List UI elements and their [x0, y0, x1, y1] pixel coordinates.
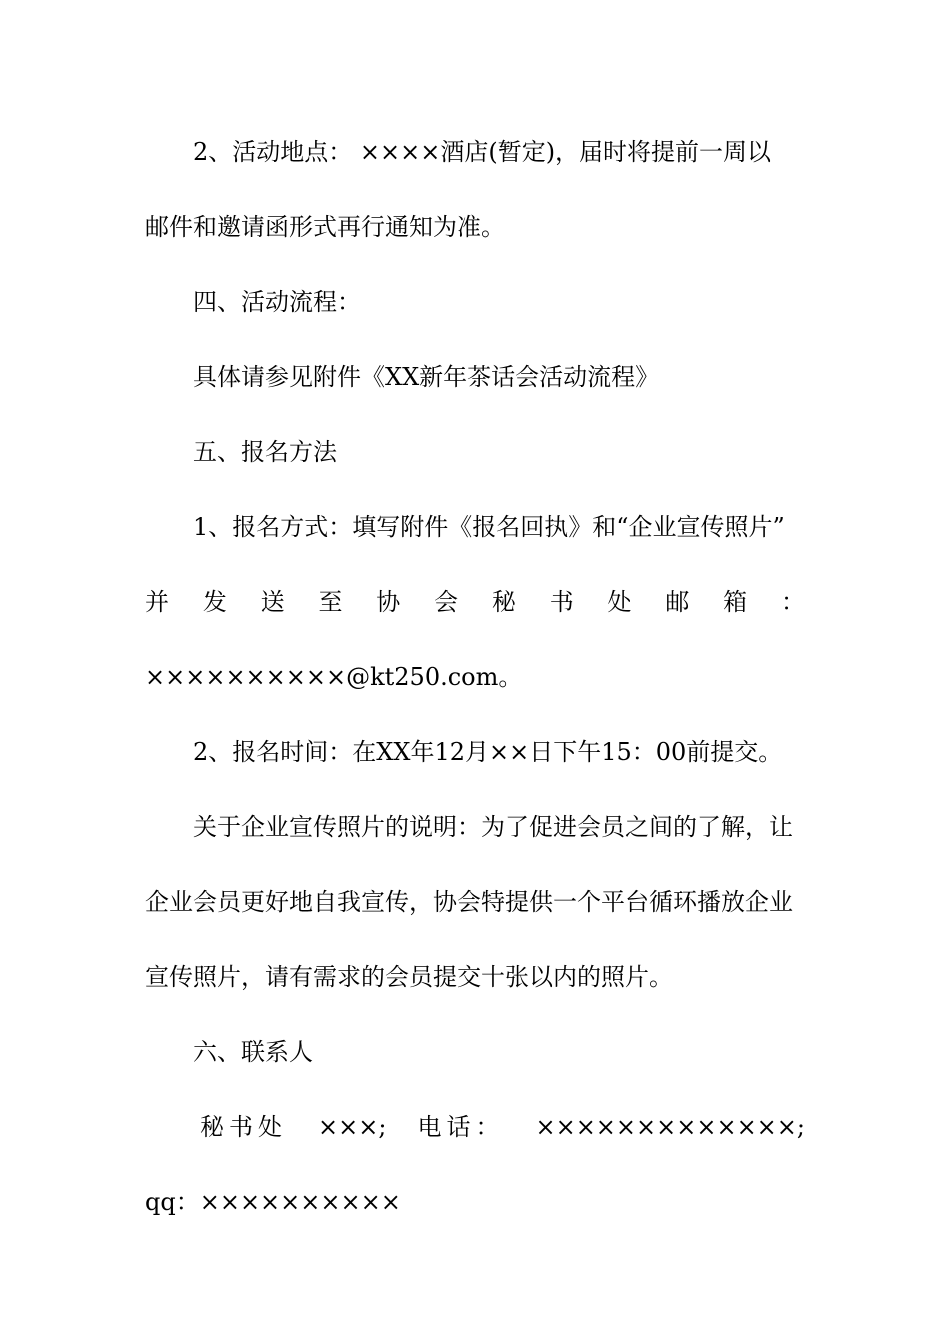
- contact-name-label: 秘书处: [200, 1113, 287, 1141]
- contact-phone-value: ×××××××××××××;: [535, 1113, 805, 1141]
- spread-char: 发: [202, 588, 227, 616]
- contact-phone-label: 电话：: [417, 1113, 505, 1141]
- paragraph-qq: qq：××××××××××: [145, 1188, 401, 1216]
- paragraph-venue-cont: 邮件和邀请函形式再行通知为准。: [145, 213, 505, 241]
- paragraph-registration-time: 2、报名时间：在XX年12月××日下午15：00前提交。: [193, 738, 783, 766]
- contact-name-value: ×××;: [318, 1113, 387, 1141]
- heading-registration-method: 五、报名方法: [193, 438, 337, 466]
- spread-char: 秘: [491, 588, 516, 616]
- heading-activity-process: 四、活动流程：: [193, 288, 361, 316]
- spread-char: 箱: [723, 588, 748, 616]
- heading-contact: 六、联系人: [193, 1038, 313, 1066]
- contact-line: [200, 1112, 805, 1142]
- paragraph-registration-way: 1、报名方式：填写附件《报名回执》和“企业宣传照片”: [193, 513, 785, 541]
- paragraph-process-detail: 具体请参见附件《XX新年茶话会活动流程》: [193, 363, 660, 391]
- spread-char: 送: [260, 588, 285, 616]
- spread-char: 协: [376, 588, 401, 616]
- spread-char: ：: [780, 588, 805, 616]
- paragraph-photo-note-cont-1: 企业会员更好地自我宣传，协会特提供一个平台循环播放企业: [145, 888, 793, 916]
- paragraph-registration-way-cont: [145, 587, 805, 617]
- paragraph-photo-note-cont-2: 宣传照片，请有需求的会员提交十张以内的照片。: [145, 963, 673, 991]
- spread-char: 邮: [665, 588, 690, 616]
- paragraph-email-address: ××××××××××@kt250.com。: [145, 663, 523, 691]
- spread-char: 会: [434, 588, 459, 616]
- paragraph-venue: 2、活动地点： ××××酒店(暂定)，届时将提前一周以: [193, 138, 772, 166]
- spread-char: 处: [607, 588, 632, 616]
- spread-char: 并: [145, 588, 169, 616]
- paragraph-photo-note: 关于企业宣传照片的说明：为了促进会员之间的了解，让: [193, 813, 793, 841]
- spread-char: 至: [318, 588, 343, 616]
- spread-char: 书: [549, 588, 574, 616]
